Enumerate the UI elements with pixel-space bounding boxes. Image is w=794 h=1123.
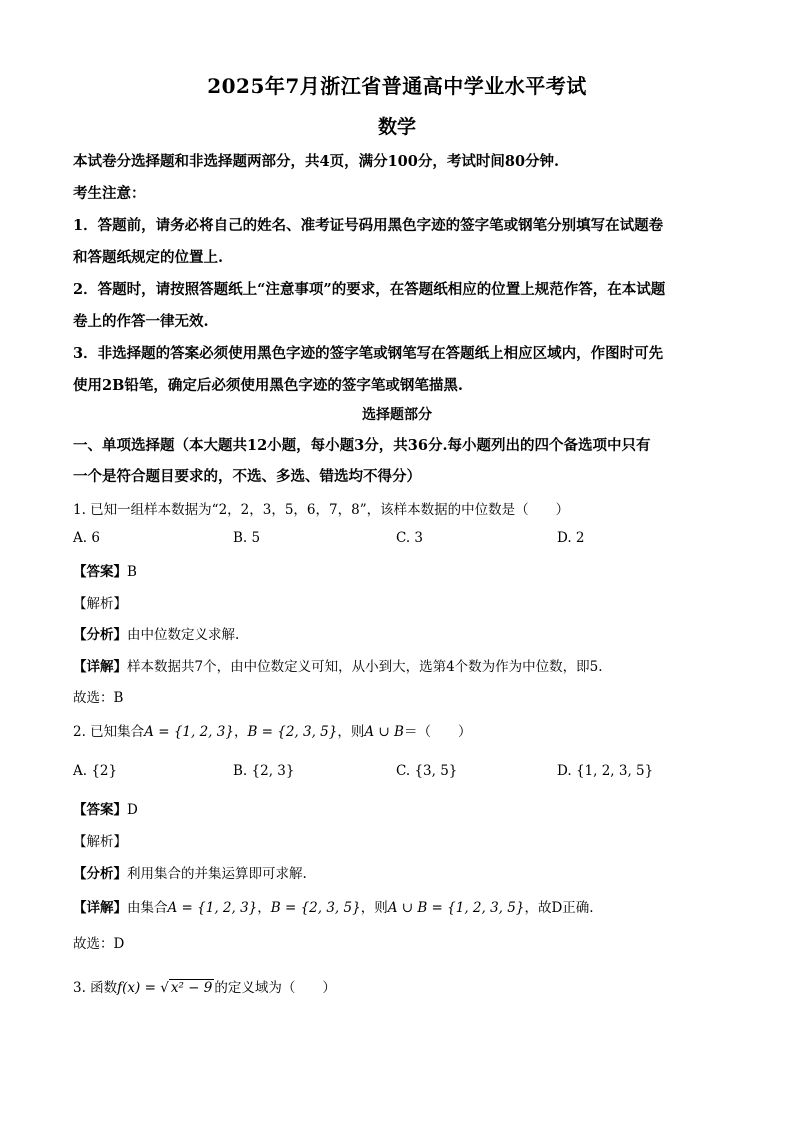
q3-stem-suffix: 的定义域为（ ） [214, 980, 336, 996]
q2-stem-mid: ，则 [337, 724, 365, 740]
q1-option-d: D. 2 [557, 530, 585, 546]
q1-option-b: B. 5 [233, 530, 261, 546]
q1-stem: 1. 已知一组样本数据为“2，2，3，5，6，7，8”，该样本数据的中位数是（ ） [73, 502, 570, 518]
q1-detail [73, 655, 733, 675]
q2-choice: 故选：D [73, 936, 125, 952]
q2-option-c: C. {3, 5} [396, 763, 458, 779]
q1-analysis-tag: 【解析】 [73, 596, 127, 612]
part1-line-b: 一个是符合题目要求的，不选、多选、错选均不得分） [73, 468, 421, 485]
notice-2b: 卷上的作答一律无效. [73, 313, 209, 330]
q2-fenxi [73, 862, 733, 882]
q2-union: A ∪ B [364, 724, 404, 740]
q1-answer [73, 560, 733, 580]
q2-set-a: A = {1, 2, 3} [144, 724, 234, 740]
answer-tag: 【答案】 [73, 564, 127, 580]
answer-value: B [127, 564, 137, 580]
q2-set-b: B = {2, 3, 5} [247, 724, 338, 740]
q3-radicand: x² − 9 [170, 980, 213, 996]
q2-detail: 【详解】由集合A = {1, 2, 3}，B = {2, 3, 5}，则A ∪ B = {1, 2, 3, 5}，故D正确. [73, 900, 594, 916]
q2-stem-prefix: 2. 已知集合 [73, 724, 145, 740]
q2-stem: 2. 已知集合A = {1, 2, 3}，B = {2, 3, 5}，则A ∪ B＝（ ） [73, 724, 472, 740]
part1-line-a: 一、单项选择题（本大题共12小题，每小题3分，共36分.每小题列出的四个备选项中只有 [73, 437, 651, 454]
q1-fenxi [73, 623, 733, 643]
q2-option-b: B. {2, 3} [233, 763, 295, 779]
q2-answer [73, 798, 733, 818]
q1-choice: 故选：B [73, 690, 124, 706]
notice-3a: 3．非选择题的答案必须使用黑色字迹的签字笔或钢笔写在答题纸上相应区域内，作图时可先 [73, 345, 664, 362]
q3-stem [73, 976, 733, 996]
notice-1a: 1．答题前，请务必将自己的姓名、准考证号码用黑色字迹的签字笔或钢笔分别填写在试题卷 [73, 217, 664, 234]
q1-option-c: C. 3 [396, 530, 424, 546]
notice-2a: 2．答题时，请按照答题纸上“注意事项”的要求，在答题纸相应的位置上规范作答，在本试题 [73, 281, 666, 298]
notice-3b: 使用2B铅笔，确定后必须使用黑色字迹的签字笔或钢笔描黑. [73, 377, 463, 394]
notice-title: 考生注意： [73, 185, 146, 202]
subject-title: 数学 [377, 116, 416, 138]
q2-option-d: D. {1, 2, 3, 5} [557, 763, 654, 779]
detail-tag: 【详解】 [73, 659, 127, 675]
q3-func: f(x) = [117, 980, 161, 996]
detail-text: 样本数据共7个，由中位数定义可知，从小到大，选第4个数为作为中位数，即5. [127, 659, 603, 675]
answer-value: D [127, 802, 138, 818]
q1-option-a: A. 6 [73, 530, 100, 546]
fenxi-text: 由中位数定义求解. [127, 627, 240, 643]
q2-option-a: A. {2} [73, 763, 118, 779]
q2-analysis-tag: 【解析】 [73, 834, 127, 850]
q2-stem-end: ＝（ ） [403, 724, 472, 740]
notice-1b: 和答题纸规定的位置上. [73, 249, 224, 266]
fenxi-tag: 【分析】 [73, 866, 127, 882]
intro-line: 本试卷分选择题和非选择题两部分，共4页，满分100分，考试时间80分钟. [73, 153, 560, 170]
section-heading: 选择题部分 [362, 407, 432, 423]
page-title: 2025年7月浙江省普通高中学业水平考试 [207, 74, 587, 98]
sqrt-icon: √ [160, 980, 169, 996]
detail-tag: 【详解】 [73, 900, 127, 916]
fenxi-tag: 【分析】 [73, 627, 127, 643]
q3-stem-prefix: 3. 函数 [73, 980, 118, 996]
fenxi-text: 利用集合的并集运算即可求解. [127, 866, 307, 882]
answer-tag: 【答案】 [73, 802, 127, 818]
